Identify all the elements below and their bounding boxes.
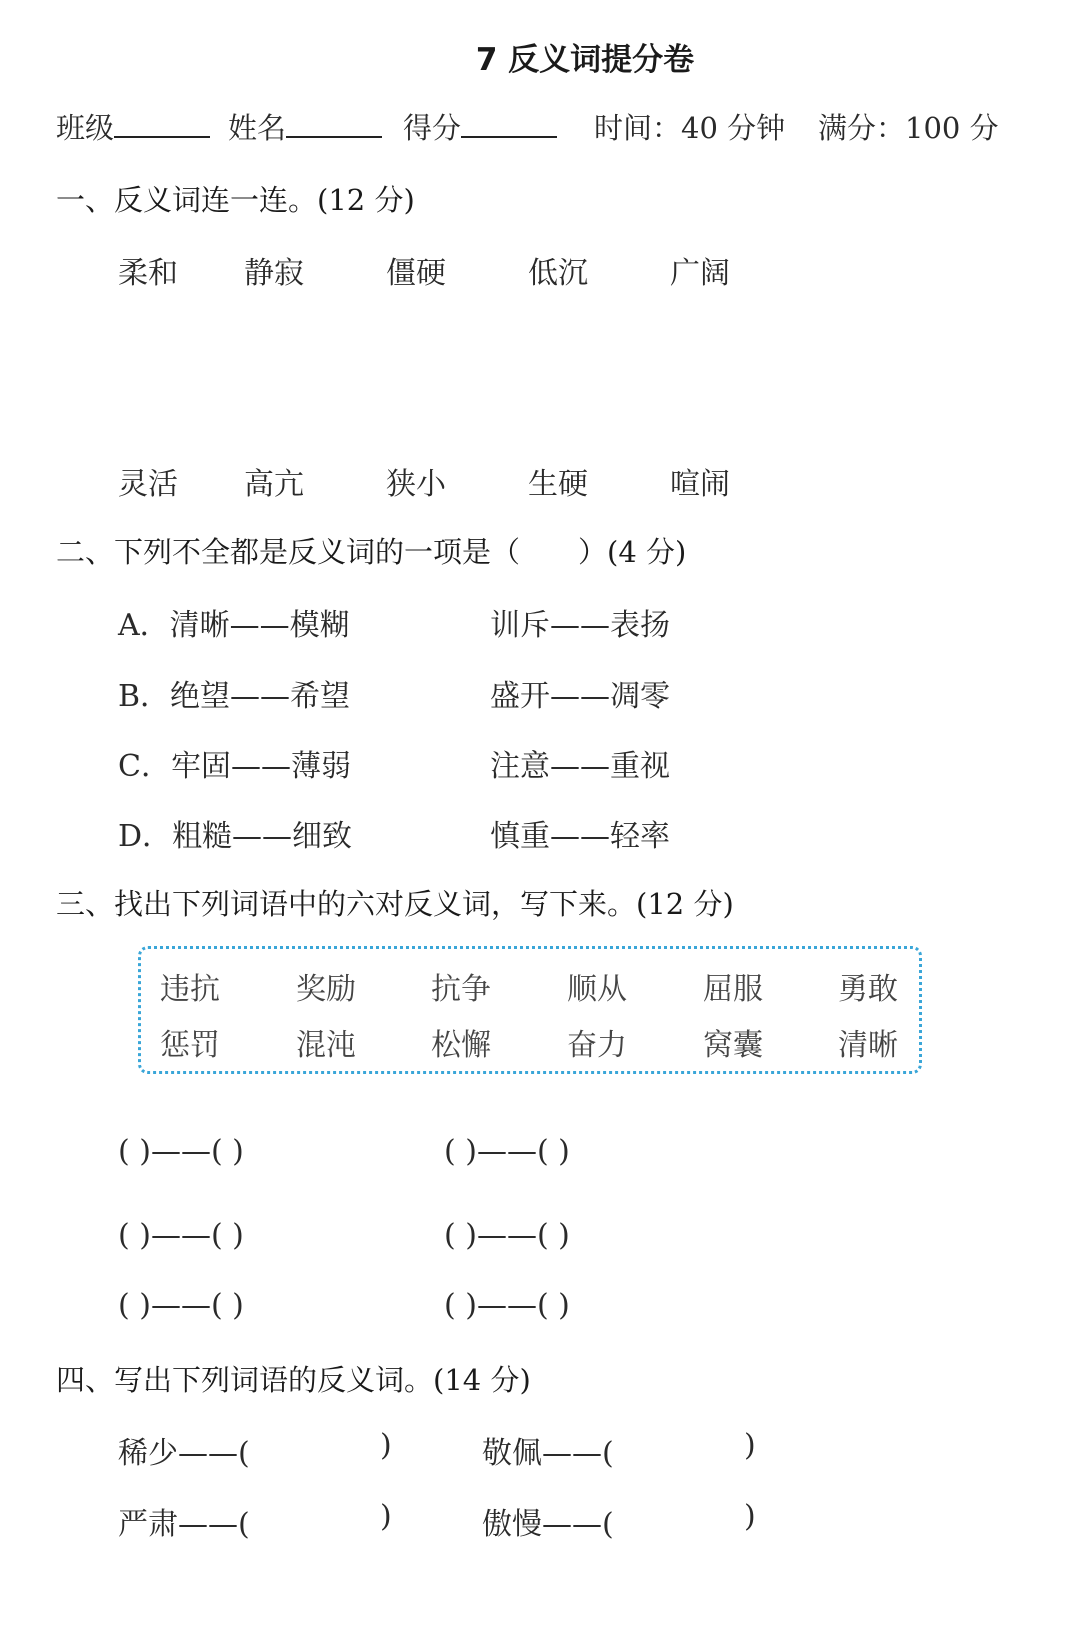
option-pair-left: 粗糙——细致 bbox=[172, 819, 353, 854]
word-bank-box bbox=[138, 946, 922, 1074]
match-word-bottom[interactable]: 灵活 bbox=[118, 467, 178, 502]
antonym-item-word: 严肃——( bbox=[118, 1507, 250, 1542]
section-2-title: 二、下列不全都是反义词的一项是（ ） bbox=[56, 535, 608, 569]
match-word-top[interactable]: 静寂 bbox=[244, 256, 304, 291]
option-a[interactable] bbox=[118, 600, 350, 644]
section-2-points: (4 分) bbox=[607, 535, 687, 569]
antonym-item-close: ) bbox=[380, 1428, 392, 1463]
word-bank-item: 违抗 bbox=[160, 972, 220, 1007]
section-1-title: 一、反义词连一连。 bbox=[56, 183, 318, 217]
match-word-bottom[interactable]: 狭小 bbox=[386, 467, 446, 502]
match-word-top[interactable]: 柔和 bbox=[118, 256, 178, 291]
page-title: 7 反义词提分卷 bbox=[475, 42, 695, 78]
word-bank-item: 混沌 bbox=[296, 1028, 356, 1063]
option-letter: A． bbox=[118, 608, 170, 643]
match-word-bottom[interactable]: 生硬 bbox=[528, 467, 588, 502]
name-field bbox=[228, 106, 382, 147]
word-bank-item: 窝囊 bbox=[703, 1028, 763, 1063]
word-bank-item: 屈服 bbox=[703, 972, 763, 1007]
score-field bbox=[403, 106, 557, 147]
word-bank-item: 奖励 bbox=[296, 972, 356, 1007]
word-bank-item: 顺从 bbox=[567, 972, 627, 1007]
option-pair-right: 慎重——轻率 bbox=[490, 819, 670, 854]
option-d[interactable] bbox=[118, 811, 352, 855]
antonym-item-close: ) bbox=[744, 1499, 756, 1534]
word-bank-item: 清晰 bbox=[838, 1028, 898, 1063]
word-bank-item: 奋力 bbox=[567, 1028, 627, 1063]
word-bank-item: 勇敢 bbox=[838, 972, 898, 1007]
score-blank[interactable] bbox=[461, 110, 557, 138]
class-blank[interactable] bbox=[114, 110, 210, 138]
section-1-points: (12 分) bbox=[317, 183, 415, 217]
antonym-answer-blank[interactable] bbox=[620, 1503, 738, 1535]
antonym-item-close: ) bbox=[744, 1428, 756, 1463]
section-4-heading bbox=[56, 1358, 531, 1399]
option-pair-right: 盛开——凋零 bbox=[490, 679, 670, 714]
answer-pair-blank[interactable]: ( )——( ) bbox=[444, 1288, 570, 1323]
section-2-heading bbox=[56, 530, 686, 571]
word-bank-item: 惩罚 bbox=[160, 1028, 220, 1063]
name-blank[interactable] bbox=[286, 110, 382, 138]
option-pair-right: 注意——重视 bbox=[490, 749, 670, 784]
time-limit: 时间：40 分钟 bbox=[594, 111, 786, 145]
match-word-top[interactable]: 低沉 bbox=[528, 256, 588, 291]
antonym-item-word: 稀少——( bbox=[118, 1436, 250, 1471]
match-word-bottom[interactable]: 高亢 bbox=[244, 467, 304, 502]
antonym-item-close: ) bbox=[380, 1499, 392, 1534]
antonym-answer-blank[interactable] bbox=[620, 1432, 738, 1464]
match-word-bottom[interactable]: 喧闹 bbox=[670, 467, 730, 502]
name-label: 姓名 bbox=[228, 111, 287, 145]
option-c[interactable] bbox=[118, 741, 351, 785]
word-bank-item: 松懈 bbox=[431, 1028, 491, 1063]
score-label: 得分 bbox=[403, 111, 462, 145]
class-label: 班级 bbox=[56, 111, 115, 145]
answer-pair-blank[interactable]: ( )——( ) bbox=[118, 1134, 244, 1169]
antonym-answer-blank[interactable] bbox=[256, 1432, 374, 1464]
section-3-title: 三、找出下列词语中的六对反义词，写下来。 bbox=[56, 887, 637, 921]
option-pair-left: 清晰——模糊 bbox=[169, 608, 350, 643]
option-pair-left: 牢固——薄弱 bbox=[170, 749, 351, 784]
answer-pair-blank[interactable]: ( )——( ) bbox=[444, 1134, 570, 1169]
answer-pair-blank[interactable]: ( )——( ) bbox=[118, 1288, 244, 1323]
section-3-heading bbox=[56, 882, 734, 923]
match-word-top[interactable]: 广阔 bbox=[670, 256, 730, 291]
section-3-points: (12 分) bbox=[636, 887, 734, 921]
option-pair-left: 绝望——希望 bbox=[170, 679, 351, 714]
option-letter: C． bbox=[118, 749, 171, 784]
class-field bbox=[56, 106, 210, 147]
option-pair-right: 训斥——表扬 bbox=[490, 608, 670, 643]
option-b[interactable] bbox=[118, 671, 350, 715]
option-letter: D． bbox=[118, 819, 173, 854]
antonym-answer-blank[interactable] bbox=[256, 1503, 374, 1535]
match-word-top[interactable]: 僵硬 bbox=[386, 256, 446, 291]
antonym-item-word: 敬佩——( bbox=[482, 1436, 614, 1471]
section-1-heading bbox=[56, 178, 415, 219]
full-score: 满分：100 分 bbox=[818, 111, 999, 145]
antonym-item-word: 傲慢——( bbox=[482, 1507, 614, 1542]
word-bank-item: 抗争 bbox=[431, 972, 491, 1007]
section-4-title: 四、写出下列词语的反义词。 bbox=[56, 1363, 434, 1397]
answer-pair-blank[interactable]: ( )——( ) bbox=[118, 1218, 244, 1253]
section-4-points: (14 分) bbox=[433, 1363, 531, 1397]
option-letter: B． bbox=[118, 679, 171, 714]
answer-pair-blank[interactable]: ( )——( ) bbox=[444, 1218, 570, 1253]
